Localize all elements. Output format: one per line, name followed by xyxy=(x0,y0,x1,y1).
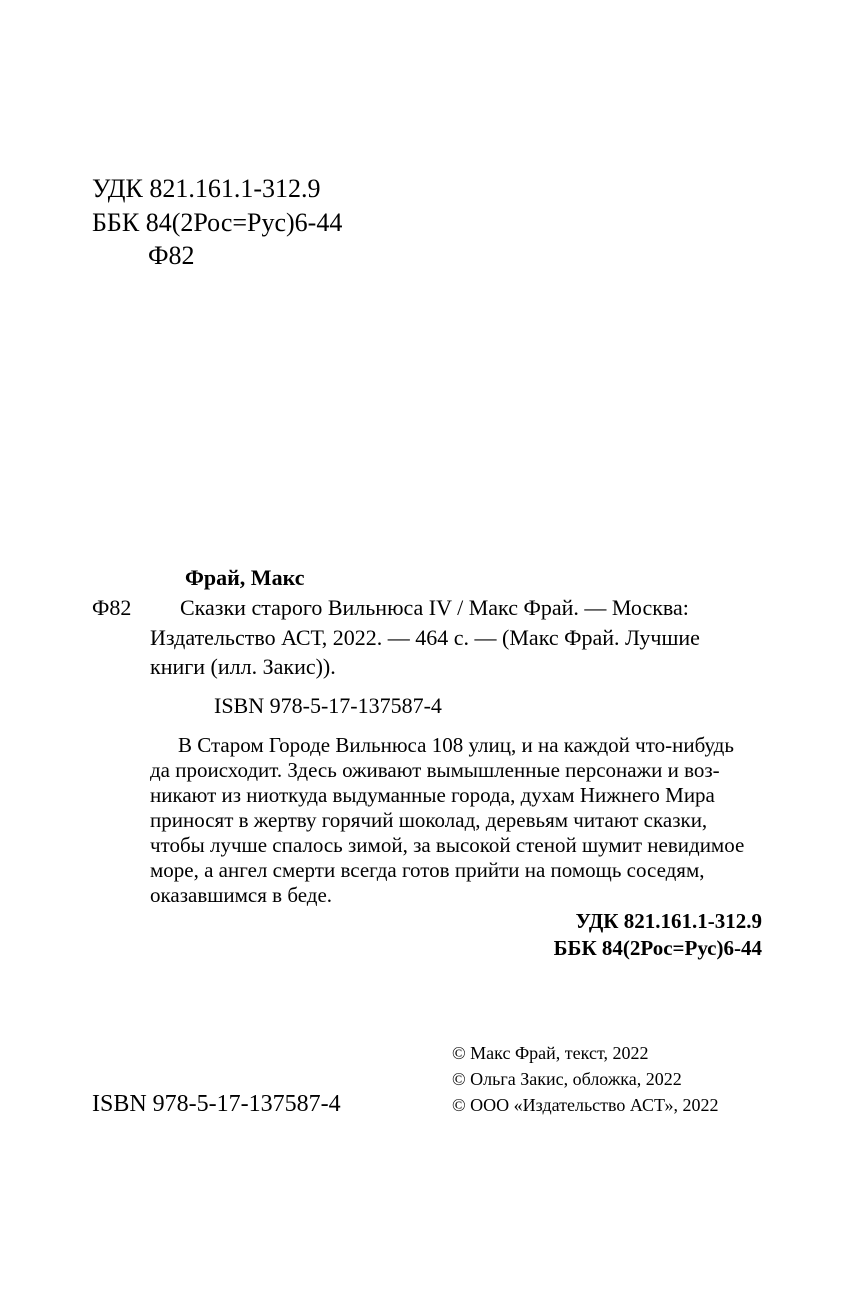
annotation-bbk: ББК 84(2Рос=Рус)6-44 xyxy=(553,936,762,960)
bbk-code: ББК 84(2Рос=Рус)6-44 xyxy=(92,208,343,237)
annotation-line: никают из ниоткуда выдуманные города, духам Нижнего Мира xyxy=(150,783,715,807)
copyright-block xyxy=(452,1040,719,1118)
bib-mark: Ф82 xyxy=(92,595,132,620)
bib-author: Фрай, Макс xyxy=(185,565,305,590)
copyright-line: © ООО «Издательство АСТ», 2022 xyxy=(452,1095,719,1115)
annotation xyxy=(150,733,770,908)
udk-code: УДК 821.161.1-312.9 xyxy=(92,174,321,203)
annotation-line: да происходит. Здесь оживают вымышленные персонажи и воз- xyxy=(150,758,720,782)
bib-line-1: Сказки старого Вильнюса IV / Макс Фрай. — Москва: xyxy=(180,595,689,620)
footer-isbn: ISBN 978-5-17-137587-4 xyxy=(92,1091,341,1117)
annotation-line: чтобы лучше спалось зимой, за высокой стеной шумит невидимое xyxy=(150,833,745,857)
annotation-udk: УДК 821.161.1-312.9 xyxy=(575,909,762,933)
copyright-line: © Ольга Закис, обложка, 2022 xyxy=(452,1069,682,1089)
annotation-line: море, а ангел смерти всегда готов прийти на помощь соседям, xyxy=(150,858,705,882)
bib-line-3: книги (илл. Закис)). xyxy=(150,654,336,679)
annotation-line: В Старом Городе Вильнюса 108 улиц, и на каждой что-нибудь xyxy=(178,733,734,757)
annotation-line: оказавшимся в беде. xyxy=(150,883,333,907)
bib-line-2: Издательство АСТ, 2022. — 464 с. — (Макс Фрай. Лучшие xyxy=(150,625,700,650)
annotation-line: приносят в жертву горячий шоколад, деревьям читают сказки, xyxy=(150,808,708,832)
author-mark: Ф82 xyxy=(148,241,195,270)
bib-isbn: ISBN 978-5-17-137587-4 xyxy=(214,693,442,718)
copyright-line: © Макс Фрай, текст, 2022 xyxy=(452,1043,649,1063)
